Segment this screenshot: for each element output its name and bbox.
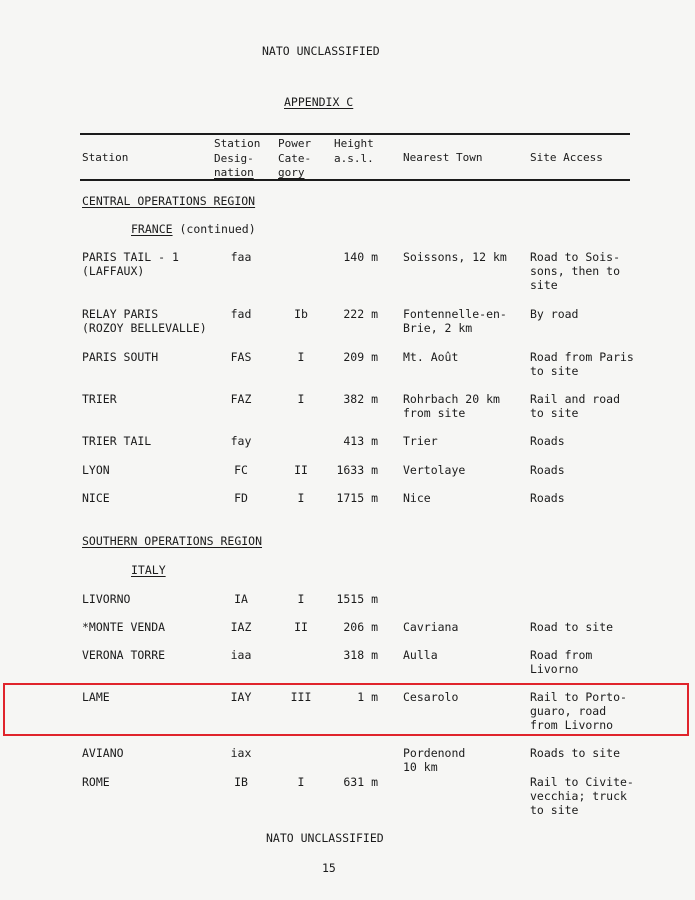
cell-height: 382 m <box>343 392 378 406</box>
header-station: Station <box>82 151 129 164</box>
cell-power: I <box>297 592 305 606</box>
cell-town: Fontennelle-en- Brie, 2 km <box>403 307 507 335</box>
cell-power: II <box>294 620 308 634</box>
cell-height: 206 m <box>343 620 378 634</box>
cell-power: I <box>297 350 305 364</box>
country-heading-france: FRANCE (continued) <box>131 222 256 236</box>
cell-designation: FAZ <box>230 392 252 406</box>
cell-station: LIVORNO <box>82 592 131 606</box>
cell-town: Trier <box>403 434 438 448</box>
cell-station: TRIER TAIL <box>82 434 152 448</box>
table-top-rule <box>80 133 630 135</box>
cell-height: 318 m <box>343 648 378 662</box>
cell-access: Rail and road to site <box>530 392 621 420</box>
cell-station: ROME <box>82 775 110 789</box>
cell-height: 222 m <box>343 307 378 321</box>
cell-power: I <box>297 775 305 789</box>
cell-town: Aulla <box>403 648 438 662</box>
cell-station: *MONTE VENDA <box>82 620 166 634</box>
cell-height: 631 m <box>343 775 378 789</box>
cell-town: Mt. Août <box>403 350 459 364</box>
cell-designation: IA <box>234 592 248 606</box>
cell-station: AVIANO <box>82 746 124 760</box>
cell-designation: faa <box>230 250 252 264</box>
cell-power: I <box>297 491 305 505</box>
cell-station: PARIS TAIL - 1 (LAFFAUX) <box>82 250 179 278</box>
cell-height: 1715 m <box>336 491 378 505</box>
cell-town: Pordenond 10 km <box>403 746 466 774</box>
cell-station: PARIS SOUTH <box>82 350 159 364</box>
cell-height: 1633 m <box>336 463 378 477</box>
cell-town: Cesarolo <box>403 690 459 704</box>
country-heading-italy: ITALY <box>131 563 166 577</box>
cell-station: NICE <box>82 491 110 505</box>
region-heading-central: CENTRAL OPERATIONS REGION <box>82 194 256 208</box>
cell-height: 1515 m <box>336 592 378 606</box>
cell-designation: iax <box>230 746 252 760</box>
bottom-classification: NATO UNCLASSIFIED <box>266 831 384 845</box>
top-classification: NATO UNCLASSIFIED <box>262 44 380 58</box>
cell-height: 413 m <box>343 434 378 448</box>
cell-town: Vertolaye <box>403 463 466 477</box>
cell-access: Roads to site <box>530 746 621 760</box>
cell-station: LYON <box>82 463 110 477</box>
cell-designation: fad <box>230 307 252 321</box>
cell-access: Roads <box>530 491 565 505</box>
cell-designation: IB <box>234 775 248 789</box>
cell-power: Ib <box>294 307 308 321</box>
cell-access: Road to Sois- sons, then to site <box>530 250 621 292</box>
header-power: Power Cate- gory <box>278 137 312 179</box>
cell-power: III <box>290 690 312 704</box>
cell-designation: fay <box>230 434 252 448</box>
cell-access: Road from Paris to site <box>530 350 634 378</box>
cell-station: VERONA TORRE <box>82 648 166 662</box>
cell-designation: FC <box>234 463 248 477</box>
cell-designation: IAZ <box>230 620 252 634</box>
cell-height: 1 m <box>357 690 378 704</box>
header-height: Height a.s.l. <box>334 137 374 165</box>
cell-designation: iaa <box>230 648 252 662</box>
region-heading-southern: SOUTHERN OPERATIONS REGION <box>82 534 263 548</box>
cell-access: Rail to Porto- guaro, road from Livorno <box>530 690 627 732</box>
cell-power: I <box>297 392 305 406</box>
cell-town: Rohrbach 20 km from site <box>403 392 500 420</box>
cell-access: Road from Livorno <box>530 648 593 676</box>
cell-access: Road to site <box>530 620 614 634</box>
header-designation: Station Desig- nation <box>214 137 261 179</box>
cell-town: Cavriana <box>403 620 459 634</box>
table-header-rule <box>80 179 630 181</box>
cell-access: Rail to Civite- vecchia; truck to site <box>530 775 634 817</box>
cell-access: Roads <box>530 463 565 477</box>
cell-station: LAME <box>82 690 110 704</box>
cell-access: By road <box>530 307 579 321</box>
cell-designation: FD <box>234 491 248 505</box>
header-nearest-town: Nearest Town <box>403 151 483 164</box>
cell-station: RELAY PARIS (ROZOY BELLEVALLE) <box>82 307 207 335</box>
cell-height: 140 m <box>343 250 378 264</box>
cell-power: II <box>294 463 308 477</box>
cell-designation: FAS <box>230 350 252 364</box>
cell-town: Soissons, 12 km <box>403 250 507 264</box>
cell-station: TRIER <box>82 392 117 406</box>
cell-height: 209 m <box>343 350 378 364</box>
cell-access: Roads <box>530 434 565 448</box>
header-site-access: Site Access <box>530 151 603 164</box>
cell-designation: IAY <box>230 690 252 704</box>
page-number: 15 <box>322 861 336 875</box>
appendix-title: APPENDIX C <box>284 95 354 109</box>
cell-town: Nice <box>403 491 431 505</box>
